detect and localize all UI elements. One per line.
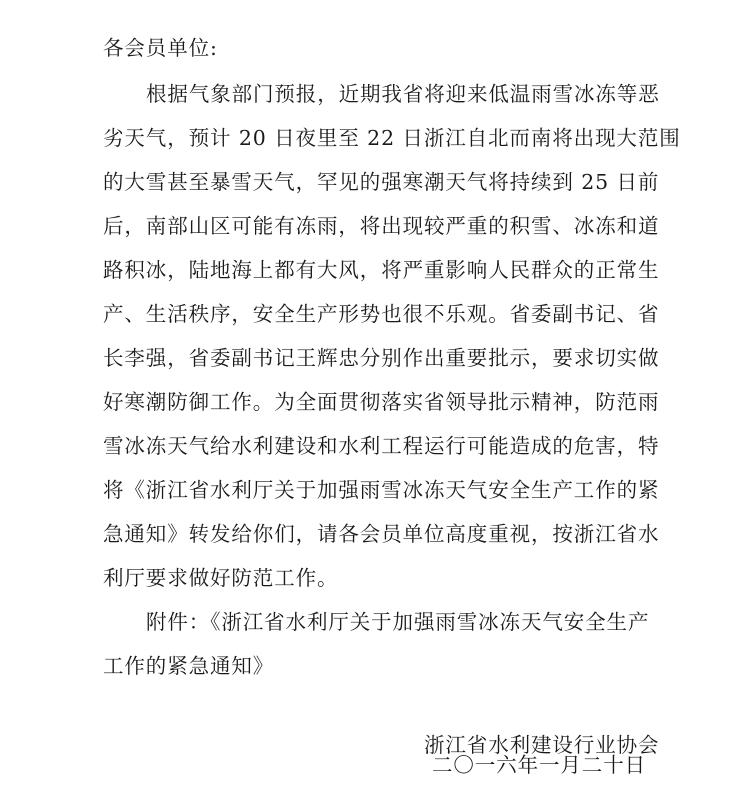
signature-organization: 浙江省水利建设行业协会 <box>424 733 660 757</box>
signature-date: 二〇一六年一月二十日 <box>432 753 646 777</box>
body-line-9: 雪冰冻天气给水利建设和水利工程运行可能造成的危害，特 <box>103 434 660 458</box>
attachment-line-1: 附件：《浙江省水利厅关于加强雨雪冰冻天气安全生产 <box>146 610 650 634</box>
body-line-2: 劣天气，预计 20 日夜里至 22 日浙江自北而南将出现大范围 <box>103 126 681 150</box>
body-line-8: 好寒潮防御工作。为全面贯彻落实省领导批示精神，防范雨 <box>103 390 660 414</box>
body-line-3: 的大雪甚至暴雪天气，罕见的强寒潮天气将持续到 25 日前 <box>103 170 660 194</box>
body-line-1: 根据气象部门预报，近期我省将迎来低温雨雪冰冻等恶 <box>146 82 660 106</box>
body-line-7: 长李强，省委副书记王辉忠分别作出重要批示，要求切实做 <box>103 346 660 370</box>
body-line-10: 将《浙江省水利厅关于加强雨雪冰冻天气安全生产工作的紧 <box>103 478 660 502</box>
body-line-6: 产、生活秩序，安全生产形势也很不乐观。省委副书记、省 <box>103 302 660 326</box>
body-line-4: 后，南部山区可能有冻雨，将出现较严重的积雪、冰冻和道 <box>103 214 660 238</box>
body-line-12: 利厅要求做好防范工作。 <box>103 566 339 590</box>
attachment-line-2: 工作的紧急通知》 <box>103 654 275 678</box>
salutation: 各会员单位: <box>103 36 218 60</box>
body-line-5: 路积冰，陆地海上都有大风，将严重影响人民群众的正常生 <box>103 258 660 282</box>
body-line-11: 急通知》转发给你们，请各会员单位高度重视，按浙江省水 <box>103 522 660 546</box>
